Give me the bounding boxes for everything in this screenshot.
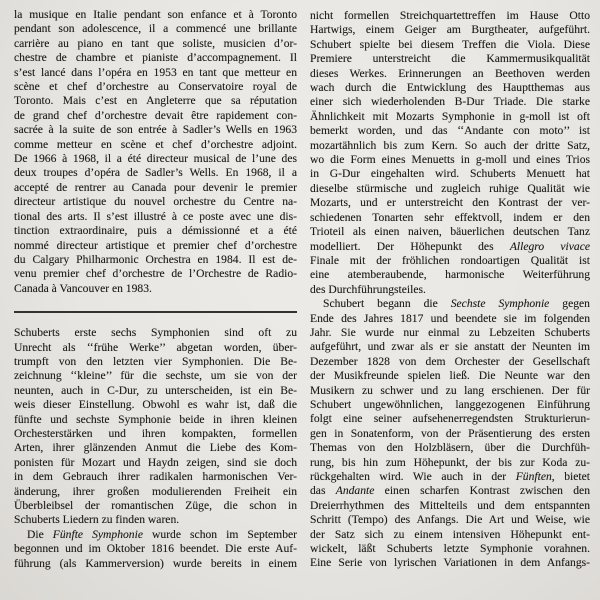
text-line: Die Fünfte Symphonie wurde schon im September bbox=[27, 527, 298, 541]
text-line: Premiere unterstreicht die Kammermusikqualität bbox=[310, 52, 590, 66]
text-line: weis dieser Einstellung. Obwohl es wahr ist, daß die bbox=[14, 398, 297, 412]
text-line: neunten, auch in C-Dur, zu unterscheiden, ist ein Be- bbox=[14, 383, 297, 397]
text-line: chestre de chambre et pianiste d’accompagnement. Il bbox=[14, 51, 297, 65]
text-line: Überbleibsel der romantischen Züge, die schon in bbox=[14, 499, 297, 512]
text-line: modelliert. Der Höhepunkt des Allegro vivace bbox=[310, 239, 590, 253]
french-biography-text bbox=[14, 8, 297, 296]
text-line: dieselbe stürmische und zugleich ruhige Qualität wie bbox=[310, 181, 590, 195]
text-line: Dezember 1828 von dem Orchester der Gesellschaft bbox=[310, 354, 590, 368]
text-line: aufgeführt, und zwar als er sie anstatt der Neunten im bbox=[310, 340, 590, 354]
text-line: Schubert spielte bei diesem Treffen die Viola. Diese bbox=[310, 37, 590, 51]
text-line: s’est lancé dans l’opéra en 1953 en tant que metteur en bbox=[14, 65, 297, 79]
text-line: tinction extraordinaire, puis a démissionné et a été bbox=[14, 224, 297, 238]
text-line: mozartähnlich bis zum Kern. So auch der dritte Satz, bbox=[310, 138, 590, 152]
text-line: fünfte und sechste Symphonie beide in ihren kleinen bbox=[14, 412, 297, 426]
text-line: des Durchführungsteiles. bbox=[310, 282, 426, 296]
text-line: rückgehalten wird. Wie auch in der Fünften, bietet bbox=[310, 470, 590, 483]
german-notes-text-right bbox=[310, 9, 590, 571]
text-line: pendant son adolescence, il a commencé une brillante bbox=[14, 22, 297, 36]
text-line: wo die Form eines Menuetts in g-moll und eines Trios bbox=[310, 153, 590, 167]
text-line: Eine Serie von lyrischen Variationen in dem Anfangs- bbox=[310, 556, 590, 570]
text-line: Schubert begann die Sechste Symphonie gegen bbox=[323, 297, 590, 311]
right-column bbox=[310, 8, 590, 600]
text-line: Musikern zu schwer und zu lang erschienen. Der für bbox=[310, 383, 590, 397]
text-line: Ende des Jahres 1817 und beendete sie im folgenden bbox=[310, 311, 590, 325]
paragraph bbox=[14, 8, 297, 296]
text-line: venu premier chef d’orchestre de l’Orchestre de Radio- bbox=[14, 267, 297, 281]
text-line: einer sich wiederholenden B-Dur Triade. Die starke bbox=[310, 95, 590, 109]
text-line: in G-Dur eingehalten wird. Schuberts Menuett hat bbox=[310, 167, 590, 181]
text-line: begonnen und im Oktober 1816 beendet. Die erste Auf- bbox=[14, 542, 297, 556]
text-line: Schuberts Liedern zu finden waren. bbox=[14, 513, 180, 527]
text-line: der Satz sich zu einem intensiven Höhepunkt ent- bbox=[310, 527, 590, 541]
text-line: dieses Werkes. Erinnerungen an Beethoven werden bbox=[310, 66, 590, 80]
text-line: Schritt (Tempo) des Anfangs. Die Art und Weise, wie bbox=[310, 513, 590, 527]
text-line: führung (als Kammerversion) wurde bereits in einem bbox=[14, 556, 297, 570]
text-line: Schubert ungewöhnlichen, langgezogenen Einführung bbox=[310, 397, 590, 411]
text-line: Jahr. Sie wurde nur einmal zu Lebzeiten Schuberts bbox=[310, 325, 590, 339]
text-line: nommé directeur artistique et premier chef d’orchestre bbox=[14, 238, 297, 252]
text-line: zeichnung ‘‘kleine’’ für die sechste, um sie von der bbox=[14, 369, 297, 383]
text-line: trumpft von den letzten vier Symphonien. Die Be- bbox=[14, 354, 297, 368]
text-line: accepté de rentrer au Canada pour devenir le premier bbox=[14, 180, 297, 194]
text-line: rung, bis hin zum Höhepunkt, der bis zur Koda zu- bbox=[310, 455, 590, 469]
text-line: sacrée à la suite de son entrée à Sadler’s Wells en 1963 bbox=[14, 123, 297, 137]
text-line: in dem Gebrauch ihrer radikalen harmonischen Ver- bbox=[14, 470, 297, 484]
text-line: de grand chef d’orchestre devait être rapidement con- bbox=[14, 108, 297, 122]
text-line: nicht formellen Streichquartettreffen im Hause Otto bbox=[310, 9, 590, 22]
text-line: Trioteil als einen naiven, bäuerlichen deutschen Tanz bbox=[310, 225, 590, 239]
text-line: deux troupes d’opéra de Sadler’s Wells. En 1968, il a bbox=[14, 166, 297, 180]
text-line: Orchesterstärken und ihren kompakten, formellen bbox=[14, 426, 297, 440]
text-line: wickelt, läßt Schuberts letzte Symphonie vorahnen. bbox=[310, 542, 590, 556]
paragraph bbox=[310, 297, 590, 571]
paragraph bbox=[14, 528, 297, 571]
text-line: De 1966 à 1968, il a été directeur musical de l’une des bbox=[14, 152, 297, 166]
left-column bbox=[14, 8, 297, 600]
text-line: comme metteur en scène et chef d’orchestre adjoint. bbox=[14, 137, 297, 151]
text-line: Mozarts, und er unterstreicht den Kontrast der ver- bbox=[310, 196, 590, 210]
german-notes-text-left bbox=[14, 326, 297, 571]
text-line: schiedenen Tonarten sehr effektvoll, indem er den bbox=[310, 210, 590, 224]
text-line: gen in Sonatenform, von der Präsentierung des ersten bbox=[310, 426, 590, 440]
text-line: tional des arts. Il s’est illustré à ce poste avec une dis- bbox=[14, 209, 297, 223]
text-line: Finale mit der fröhlichen rondoartigen Qualität ist bbox=[310, 253, 590, 267]
text-line: änderung, ihrer großen modulierenden Freiheit ein bbox=[14, 484, 297, 498]
text-line: carrière au piano en tant que soliste, musicien d’or- bbox=[14, 36, 297, 50]
text-line: Themas von den Holzbläsern, über die Durchfüh- bbox=[310, 441, 590, 455]
text-line: Canada à Vancouver en 1983. bbox=[14, 281, 152, 295]
section-divider bbox=[14, 311, 297, 313]
text-line: der Musikfreunde spielen ließ. Die Neunte war den bbox=[310, 369, 590, 383]
text-line: directeur artistique du nouvel orchestre du Centre na- bbox=[14, 195, 297, 209]
text-line: bemerkt worden, und das ‘‘Andante con moto’’ ist bbox=[310, 124, 590, 138]
text-line: folgt eine seiner aufsehenerregendsten Strukturierun- bbox=[310, 412, 590, 426]
text-line: la musique en Italie pendant son enfance et à Toronto bbox=[14, 8, 297, 21]
paragraph bbox=[310, 9, 590, 297]
paragraph bbox=[14, 326, 297, 528]
text-line: du Calgary Philharmonic Orchestra en 1984. Il est de- bbox=[14, 252, 297, 266]
text-line: das Andante einen scharfen Kontrast zwischen den bbox=[310, 484, 590, 498]
text-line: Dreierrhythmen des Mittelteils und dem entspannten bbox=[310, 498, 590, 512]
text-line: Hartwigs, einem Geiger am Burgtheater, aufgeführt. bbox=[310, 23, 590, 37]
text-line: Ähnlichkeit mit Mozarts Symphonie in g-moll ist oft bbox=[310, 109, 590, 123]
text-line: Schuberts erste sechs Symphonien sind oft zu bbox=[14, 326, 297, 340]
text-line: ponisten für Mozart und Haydn zeigen, sind sie doch bbox=[14, 455, 297, 469]
text-line: eine atemberaubende, harmonische Weiterführung bbox=[310, 268, 590, 282]
text-line: Unrecht als ‘‘frühe Werke’’ abgetan worden, über- bbox=[14, 340, 297, 354]
text-line: wach durch die Entwicklung des Hauptthemas aus bbox=[310, 81, 590, 95]
text-line: Arten, ihrer glänzenden Anmut die Liebe des Kom- bbox=[14, 441, 297, 455]
text-line: Toronto. Mais c’est en Angleterre que sa réputation bbox=[14, 94, 297, 108]
text-line: scène et chef d’orchestre au Conservatoire royal de bbox=[14, 80, 297, 94]
